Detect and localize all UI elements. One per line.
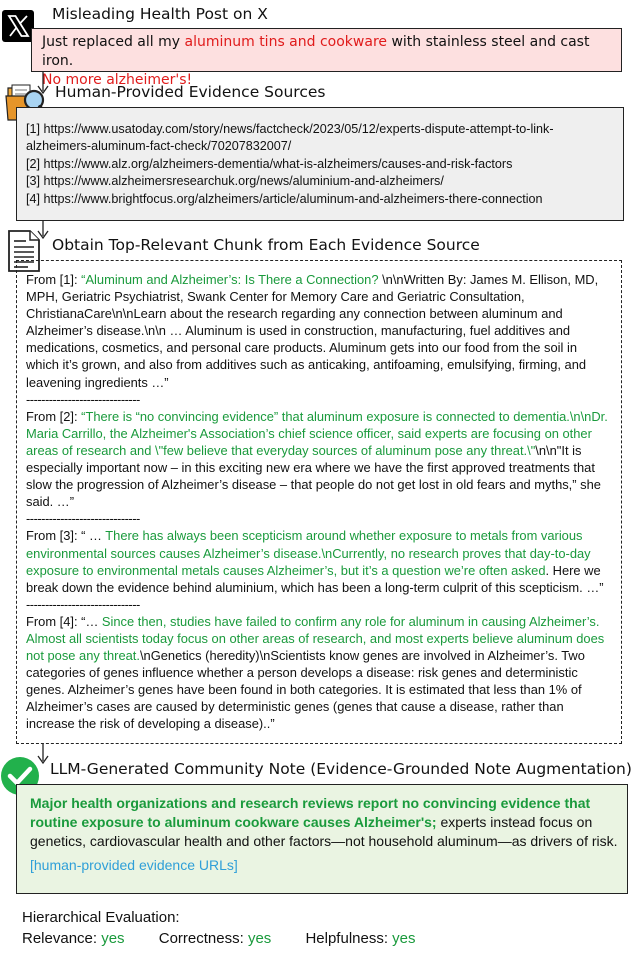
chunk-3-green: There has always been scepticism around whether exposure to metals from various environmental sources causes Alzheimer’s disease.\nCurrently, no research proves that day-to-day exposure to environmental metals causes Alzheimer’s, but it’s a question we’re often asked xyxy=(26,528,591,578)
note-title: LLM-Generated Community Note (Evidence-Grounded Note Augmentation) xyxy=(50,760,632,778)
chunks-box xyxy=(16,260,622,744)
chunk-4-rest: \nGenetics (heredity)\nScientists know genes are involved in Alzheimer’s. Two categories of genes influence whether a person develops a disease: risk genes and deterministic genes. Alzheimer’s genes have been found in both categories. It is estimated that less than 1% of Alzheimer’s cases are caused by deterministic genes (genes that cause a disease, rather than increase the risk of developing a disease)..” xyxy=(26,648,585,732)
note-rest: experts instead focus on genetics, cardiovascular health and other factors—not household aluminum—as drivers of risk. xyxy=(30,814,618,850)
chunk-1-rest: \n\nWritten By: James M. Ellison, MD, MPH, Geriatric Psychiatrist, Swank Center for Memory Care and Geriatric Consultation, ChristianaCare\n\nLearn about the research regarding any connection between aluminum and Alzheimer’s disease.\n\n … Aluminum is used in construction, manufacturing, fuel additives and medications, cosmetics, and personal care products. Aluminum gets into our food from the soil in which it’s grown, and also from additives such as anticaking, antifoaming, emulsifying, firming, and leavening ingredients …” xyxy=(26,272,599,390)
post-text-part1: Just replaced all my xyxy=(42,34,185,50)
chunk-separator-3: ------------------------------ xyxy=(26,596,140,612)
post-highlight: aluminum tins and cookware xyxy=(184,34,387,50)
relevance-value: yes xyxy=(101,930,125,947)
source-link-4[interactable]: [4] https://www.brightfocus.org/alzheimers/article/aluminum-and-alzheimers-there-connection xyxy=(26,191,543,206)
chunks-title: Obtain Top-Relevant Chunk from Each Evidence Source xyxy=(52,236,480,254)
correctness-label: Correctness: xyxy=(158,930,244,947)
note-evidence-link[interactable]: [human-provided evidence URLs] xyxy=(30,856,238,873)
x-logo-icon xyxy=(2,10,34,42)
evidence-sources-box xyxy=(16,107,624,221)
chunk-3-pre: “ … xyxy=(81,528,106,544)
chunk-2-rest: \n\n"It is especially important now – in this exciting new era where we have the first approved treatments that slow the progression of Alzheimer’s disease – that people do not get lost in old fears and myths,” she said. …” xyxy=(26,442,601,510)
source-link-3[interactable]: [3] https://www.alzheimersresearchuk.org/news/aluminium-and-alzheimers/ xyxy=(26,174,444,189)
chunk-4 xyxy=(26,613,613,733)
chunk-separator-2: ------------------------------ xyxy=(26,511,140,527)
helpfulness-label: Helpfulness: xyxy=(305,930,388,947)
chunk-3-prefix: From [3]: xyxy=(26,528,82,544)
chunk-4-pre: “… xyxy=(81,613,102,629)
chunk-separator-1: ------------------------------ xyxy=(26,391,140,407)
evaluation-results xyxy=(22,930,446,947)
chunk-1-prefix: From [1]: xyxy=(26,272,82,287)
community-note-box xyxy=(16,784,628,894)
sources-title: Human-Provided Evidence Sources xyxy=(55,83,326,101)
evaluation-title: Hierarchical Evaluation: xyxy=(22,909,180,926)
chunk-2 xyxy=(26,408,613,511)
helpfulness-value: yes xyxy=(392,930,416,947)
chunk-1-green: “Aluminum and Alzheimer’s: Is There a Connection? xyxy=(81,272,379,287)
post-title: Misleading Health Post on X xyxy=(52,5,268,23)
post-text-line2: No more alzheimer's! xyxy=(42,72,193,88)
correctness-value: yes xyxy=(247,930,272,947)
source-link-1[interactable]: [1] https://www.usatoday.com/story/news/factcheck/2023/05/12/experts-dispute-attempt-to-link-alzheimers-aluminum-fact-check/70207832007/ xyxy=(26,122,554,154)
source-link-2[interactable]: [2] https://www.alz.org/alzheimers-dementia/what-is-alzheimers/causes-and-risk-factors xyxy=(26,156,513,171)
note-green: Major health organizations and research reviews report no convincing evidence that routine exposure to aluminum cookware causes Alzheimer's; xyxy=(30,795,591,831)
relevance-label: Relevance: xyxy=(22,930,98,947)
chunk-3 xyxy=(26,527,613,595)
chunk-1 xyxy=(26,271,613,391)
chunk-4-green: Since then, studies have failed to confirm any role for aluminum in causing Alzheimer’s. Almost all scientists today focus on other areas of research, and most experts believe aluminum does not pose any threat. xyxy=(26,613,605,664)
correctness-item xyxy=(159,930,272,947)
relevance-item xyxy=(22,930,125,947)
post-text-part2: with stainless steel and cast iron. xyxy=(42,34,590,69)
misleading-post xyxy=(31,28,622,88)
chunk-2-prefix: From [2]: xyxy=(26,408,82,424)
chunk-4-prefix: From [4]: xyxy=(26,613,82,629)
note-text xyxy=(30,794,619,852)
chunk-3-rest: . Here we break down the evidence behind aluminium, which has been a long-term culprit of this scepticism. …” xyxy=(26,562,604,595)
helpfulness-item xyxy=(305,930,415,947)
chunk-2-green: “There is “no convincing evidence” that aluminum exposure is connected to dementia.\n\nDr. Maria Carrillo, the Alzheimer's Association’s chief science officer, said experts are focusing on other areas of research and \"few believe that everyday sources of aluminum pose any threat.\" xyxy=(26,408,608,458)
